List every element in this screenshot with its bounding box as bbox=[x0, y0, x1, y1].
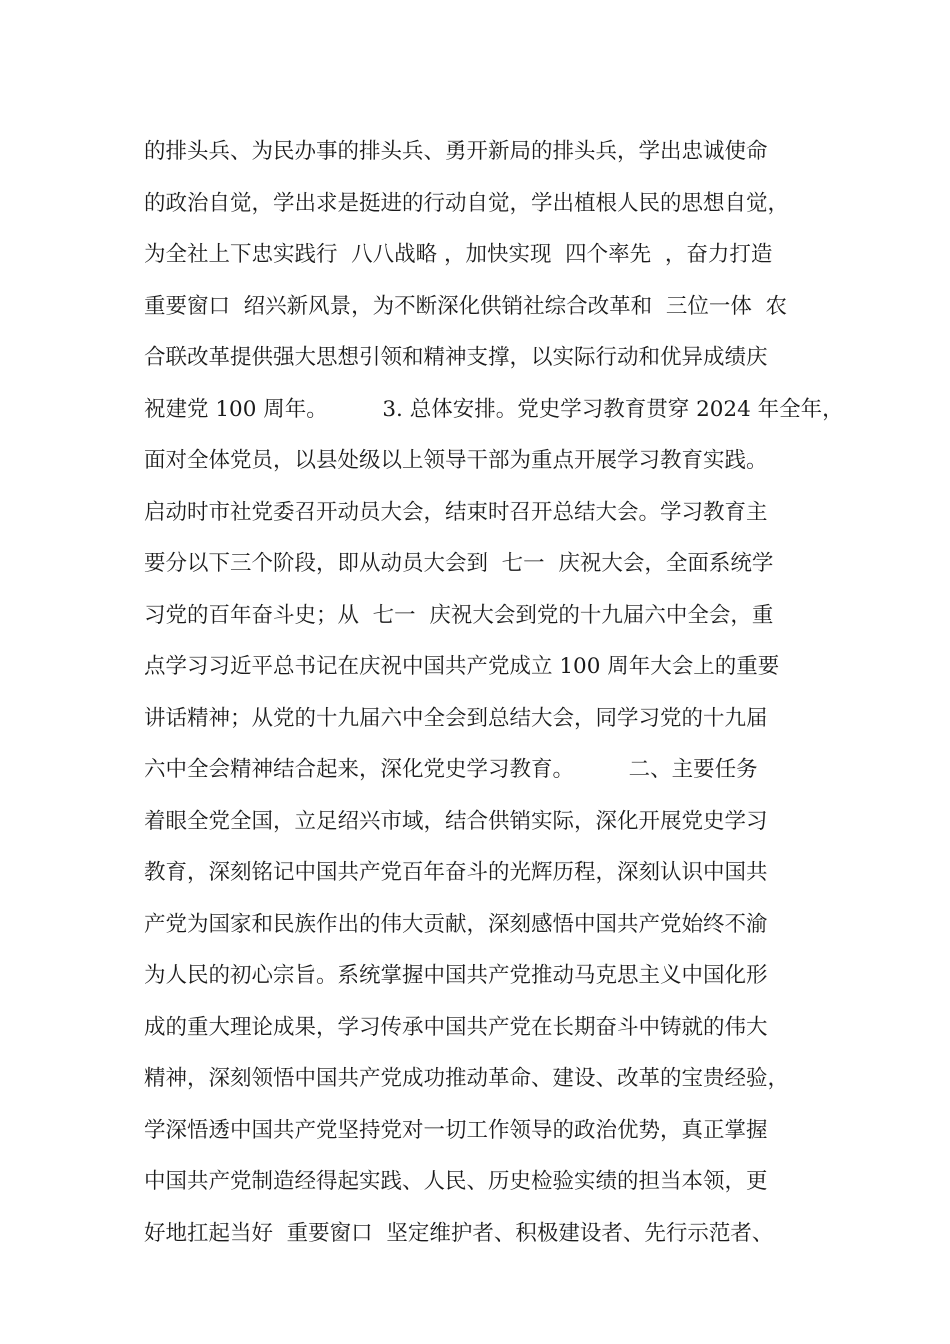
text-line: 六中全会精神结合起来，深化党史学习教育。 二、主要任务 bbox=[144, 757, 758, 782]
text-line: 祝建党 100 周年。 3. 总体安排。党史学习教育贯穿 2024 年全年， bbox=[144, 396, 844, 422]
text-line: 好地扛起当好 重要窗口 坚定维护者、积极建设者、先行示范者、 bbox=[144, 1220, 774, 1246]
text-line: 精神，深刻领悟中国共产党成功推动革命、建设、改革的宝贵经验， bbox=[144, 1066, 790, 1091]
text-line: 学深悟透中国共产党坚持党对一切工作领导的政治优势，真正掌握 bbox=[144, 1117, 768, 1143]
text-line: 启动时市社党委召开动员大会，结束时召开总结大会。学习教育主 bbox=[144, 499, 768, 525]
text-line: 要分以下三个阶段，即从动员大会到 七一 庆祝大会，全面系统学 bbox=[144, 551, 774, 576]
text-line: 点学习习近平总书记在庆祝中国共产党成立 100 周年大会上的重要 bbox=[144, 654, 780, 679]
text-line: 产党为国家和民族作出的伟大贡献，深刻感悟中国共产党始终不渝 bbox=[144, 911, 768, 937]
text-line: 成的重大理论成果，学习传承中国共产党在长期奋斗中铸就的伟大 bbox=[144, 1014, 768, 1040]
text-line: 讲话精神；从党的十九届六中全会到总结大会，同学习党的十九届 bbox=[144, 705, 768, 731]
text-line: 为人民的初心宗旨。系统掌握中国共产党推动马克思主义中国化形 bbox=[144, 963, 768, 988]
text-line: 教育，深刻铭记中国共产党百年奋斗的光辉历程，深刻认识中国共 bbox=[144, 860, 768, 885]
text-line: 面对全体党员，以县处级以上领导干部为重点开展学习教育实践。 bbox=[144, 448, 768, 473]
text-line: 习党的百年奋斗史；从 七一 庆祝大会到党的十九届六中全会，重 bbox=[144, 602, 774, 628]
text-line: 为全社上下忠实践行 八八战略 ，加快实现 四个率先 ，奋力打造 bbox=[144, 242, 773, 267]
text-line: 中国共产党制造经得起实践、人民、历史检验实绩的担当本领，更 bbox=[144, 1169, 768, 1194]
text-line: 的政治自觉，学出求是挺进的行动自觉，学出植根人民的思想自觉， bbox=[144, 190, 790, 216]
text-line: 合联改革提供强大思想引领和精神支撑，以实际行动和优异成绩庆 bbox=[144, 345, 768, 370]
text-line: 的排头兵、为民办事的排头兵、勇开新局的排头兵，学出忠诚使命 bbox=[144, 139, 768, 164]
text-line: 重要窗口 绍兴新风景，为不断深化供销社综合改革和 三位一体 农 bbox=[144, 293, 788, 319]
body-text bbox=[144, 126, 844, 1259]
text-line: 着眼全党全国，立足绍兴市域，结合供销实际，深化开展党史学习 bbox=[144, 808, 768, 834]
